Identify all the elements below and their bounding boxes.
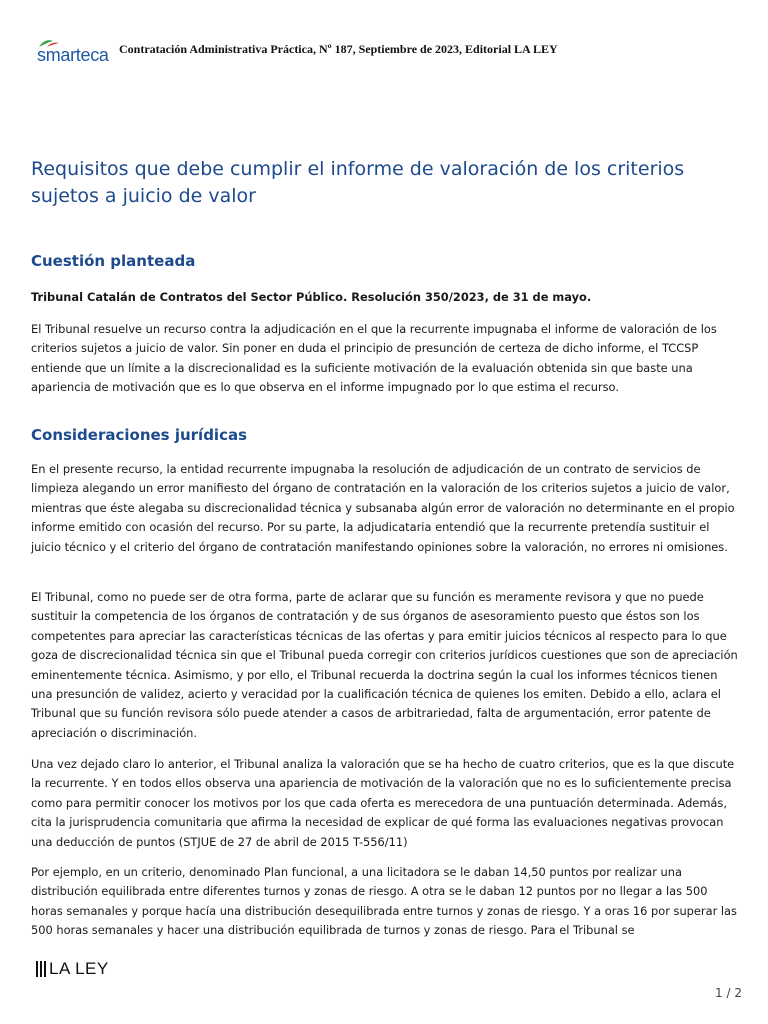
paragraph: El Tribunal resuelve un recurso contra la adjudicación en el que la recurrente impugnaba el informe de valoración de los criterios sujetos a juicio de valor. Sin poner en duda el principio de presunción de certeza de dicho informe, el TCCSP entiende que un límite a la discrecionalidad es la suficiente motivación de la evaluación obtenida sin que baste una apariencia de motivación que es lo que observa en el informe impugnado por lo que estima el recurso. bbox=[31, 322, 717, 395]
logo-text: smarteca bbox=[37, 45, 109, 65]
paragraph: En el presente recurso, la entidad recurrente impugnaba la resolución de adjudicación de un contrato de servicios de limpieza alegando un error manifiesto del órgano de contratación en la valoración de los criterios sujetos a juicio de valor, mientras que éste alegaba su discrecionalidad técnica y subsanaba algún error de valoración no determinante en el propio informe emitido con ocasión del recurso. Por su parte, la adjudicataria entendió que la recurrente pretendía sustituir el juicio técnico y el criterio del órgano de contratación manifestando opiniones sobre la valoración, no errores ni omisiones. bbox=[31, 462, 735, 554]
smarteca-logo bbox=[37, 38, 115, 64]
footer-logo-text: LA LEY bbox=[49, 959, 109, 978]
page-indicator: 1 / 2 bbox=[715, 986, 742, 1000]
laley-bars-icon bbox=[36, 961, 46, 977]
document-title: Requisitos que debe cumplir el informe de valoración de los criterios sujetos a juicio de valor bbox=[31, 158, 685, 207]
publication-caption: Contratación Administrativa Práctica, Nº 187, Septiembre de 2023, Editorial LA LEY bbox=[119, 42, 558, 56]
document-header bbox=[37, 38, 558, 64]
resolution-reference: Tribunal Catalán de Contratos del Sector Público. Resolución 350/2023, de 31 de mayo. bbox=[31, 290, 592, 304]
paragraph: El Tribunal, como no puede ser de otra forma, parte de aclarar que su función es meramente revisora y que no puede sustituir la competencia de los órganos de contratación y de sus órganos de asesoramiento puesto que éstos son los competentes para apreciar las características técnicas de las ofertas y para emitir juicios técnicos al respecto para lo que goza de discrecionalidad técnica sin que el Tribunal pueda corregir con criterios jurídicos cuestiones que son de apreciación eminentemente técnica. Asimismo, y por ello, el Tribunal recuerda la doctrina según la cual los informes técnicos tienen una presunción de validez, acierto y veracidad por la cualificación técnica de quienes los emiten. Debido a ello, aclara el Tribunal que su función revisora sólo puede atender a casos de arbitrariedad, falta de argumentación, error patente de apreciación o discriminación. bbox=[31, 590, 738, 740]
section-heading-consideraciones: Consideraciones jurídicas bbox=[31, 426, 248, 444]
laley-footer-logo bbox=[36, 960, 109, 978]
paragraph: Por ejemplo, en un criterio, denominado Plan funcional, a una licitadora se le daban 14,50 puntos por realizar una distribución equilibrada entre diferentes turnos y zonas de riesgo. A otra se le daban 12 puntos por no llegar a las 500 horas semanales y porque hacía una distribución desequilibrada entre turnos y zonas de riesgo. Y a oras 16 por superar las 500 horas semanales y hacer una distribución equilibrada de turnos y zonas de riesgo. Para el Tribunal se bbox=[31, 865, 737, 938]
paragraph: Una vez dejado claro lo anterior, el Tribunal analiza la valoración que se ha hecho de cuatro criterios, que es la que discute la recurrente. Y en todos ellos observa una apariencia de motivación de la valoración que no es lo suficientemente precisa como para permitir conocer los motivos por los que cada oferta es merecedora de una puntuación determinada. Además, cita la jurisprudencia comunitaria que afirma la necesidad de explicar de qué forma las evaluaciones negativas provocan una deducción de puntos (STJUE de 27 de abril de 2015 T-556/11) bbox=[31, 757, 735, 849]
section-heading-cuestion: Cuestión planteada bbox=[31, 252, 196, 270]
